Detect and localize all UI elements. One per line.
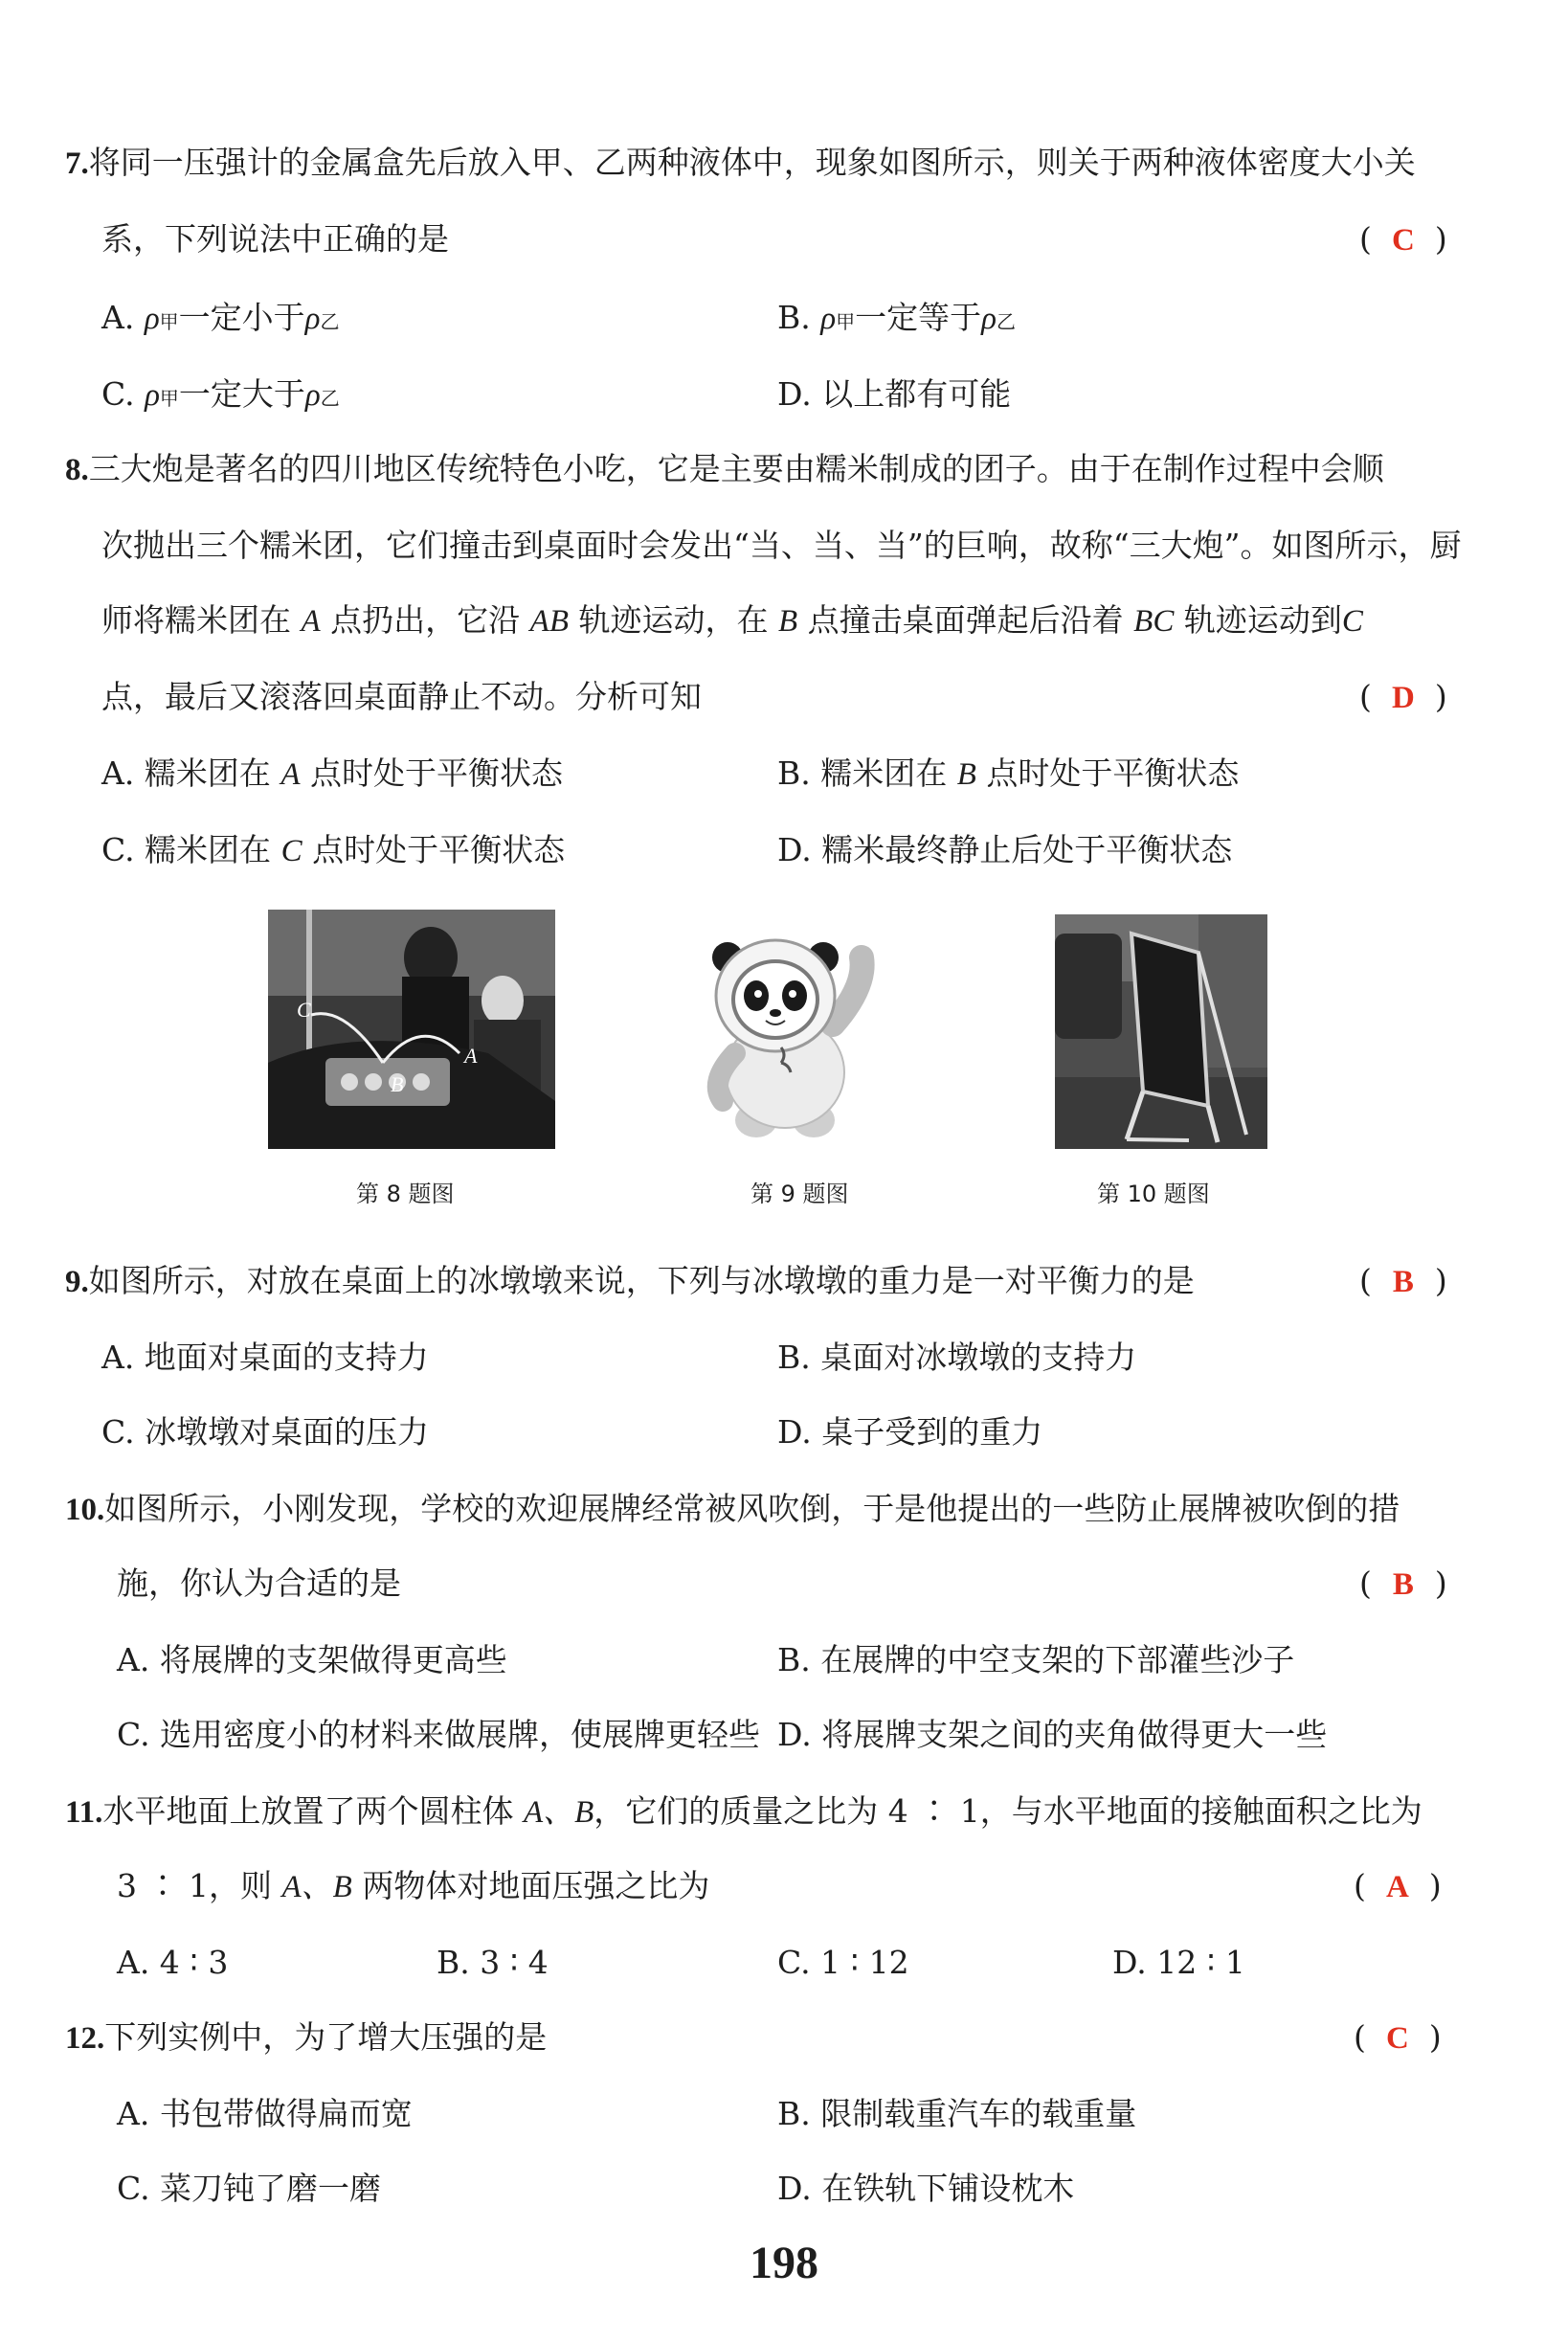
q9-option-c: C. 冰墩墩对桌面的压力 (101, 1413, 430, 1451)
q8-number: 8. (65, 453, 89, 487)
fig10-photo (1055, 914, 1267, 1149)
q7-answer-bracket: ( C ) (1359, 220, 1447, 258)
q8-option-a: A. 糯米团在 A 点时处于平衡状态 (101, 754, 563, 792)
fig9-mascot-image (689, 919, 900, 1149)
q8-stem-line1: 8.三大炮是著名的四川地区传统特色小吃，它是主要由糯米制成的团子。由于在制作过程中会顺 (65, 450, 1384, 487)
q10-option-b: B. 在展牌的中空支架的下部灌些沙子 (777, 1641, 1295, 1678)
q7-number: 7. (65, 146, 89, 181)
fig8-label-b: B (391, 1072, 404, 1096)
q9-number: 9. (65, 1265, 89, 1299)
q11-option-a: A. 4 ∶ 3 (117, 1944, 229, 1981)
q9-answer-bracket: ( B ) (1359, 1262, 1447, 1299)
q8-option-d: D. 糯米最终静止后处于平衡状态 (777, 831, 1233, 868)
fig10-caption: 第 10 题图 (1097, 1181, 1210, 1207)
q11-answer-bracket: ( A ) (1354, 1867, 1442, 1904)
q10-stem-line1: 10.如图所示，小刚发现，学校的欢迎展牌经常被风吹倒，于是他提出的一些防止展牌被吹倒的措 (65, 1490, 1400, 1527)
q8-option-c: C. 糯米团在 C 点时处于平衡状态 (101, 831, 566, 868)
q11-answer: A (1385, 1870, 1409, 1904)
q9-stem-line1: 9.如图所示，对放在桌面上的冰墩墩来说，下列与冰墩墩的重力是一对平衡力的是 (65, 1262, 1195, 1299)
q8-answer: D (1391, 681, 1415, 715)
q10-answer-bracket: ( B ) (1359, 1564, 1447, 1602)
q10-number: 10. (65, 1493, 105, 1527)
page-number: 198 (750, 2238, 818, 2288)
q11-number: 11. (65, 1795, 103, 1830)
q7-stem-text2: 系，下列说法中正确的是 (101, 220, 449, 258)
q11-stem-line2: 3 ∶ 1，则 A、B 两物体对地面压强之比为 (117, 1867, 710, 1904)
q7-stem-line1 (65, 144, 1416, 183)
q10-stem-line2: 施，你认为合适的是 (117, 1564, 401, 1602)
q12-option-c: C. 菜刀钝了磨一磨 (117, 2170, 382, 2207)
q7-option-b: B. ρ甲一定等于ρ乙 (777, 299, 1016, 336)
q12-answer: C (1385, 2021, 1409, 2056)
q7-option-d: D. 以上都有可能 (777, 375, 1012, 413)
q8-stem-line3: 师将糯米团在 A 点扔出，它沿 AB 轨迹运动，在 B 点撞击桌面弹起后沿着 BC 轨迹运动到C (101, 601, 1363, 639)
q11-option-d: D. 12 ∶ 1 (1112, 1944, 1245, 1981)
q11-option-c: C. 1 ∶ 12 (777, 1944, 909, 1981)
fig8-caption: 第 8 题图 (356, 1181, 455, 1207)
q9-option-b: B. 桌面对冰墩墩的支持力 (777, 1339, 1137, 1376)
q7-option-c: C. ρ甲一定大于ρ乙 (101, 375, 340, 413)
q8-answer-bracket: ( D ) (1359, 678, 1447, 715)
q8-stem-line4: 点，最后又滚落回桌面静止不动。分析可知 (101, 678, 702, 715)
q7-option-a: A. ρ甲一定小于ρ乙 (101, 299, 340, 336)
q9-option-a: A. 地面对桌面的支持力 (101, 1339, 429, 1376)
q8-stem-line2: 次抛出三个糯米团，它们撞击到桌面时会发出“当、当、当”的巨响，故称“三大炮”。如图所示，厨 (101, 527, 1462, 564)
fig9-caption: 第 9 题图 (750, 1181, 849, 1207)
q12-option-b: B. 限制载重汽车的载重量 (777, 2095, 1137, 2132)
q9-option-d: D. 桌子受到的重力 (777, 1413, 1043, 1451)
q9-answer: B (1392, 1265, 1414, 1299)
fig8-photo (268, 910, 555, 1149)
q7-stem-line2 (101, 220, 449, 259)
q12-option-a: A. 书包带做得扁而宽 (117, 2095, 413, 2132)
q12-option-d: D. 在铁轨下铺设枕木 (777, 2170, 1075, 2207)
q10-option-d: D. 将展牌支架之间的夹角做得更大一些 (777, 1716, 1328, 1753)
fig8-label-a: A (464, 1044, 478, 1068)
q12-answer-bracket: ( C ) (1354, 2018, 1442, 2056)
q10-answer: B (1392, 1567, 1414, 1602)
q10-option-a: A. 将展牌的支架做得更高些 (117, 1641, 507, 1678)
q11-stem-line1: 11.水平地面上放置了两个圆柱体 A、B，它们的质量之比为 4 ∶ 1，与水平地面的接触面积之比为 (65, 1792, 1422, 1830)
q7-stem-text1: 将同一压强计的金属盒先后放入甲、乙两种液体中，现象如图所示，则关于两种液体密度大小关 (88, 144, 1416, 181)
q12-stem-line1: 12.下列实例中，为了增大压强的是 (65, 2018, 548, 2056)
q7-answer: C (1391, 223, 1415, 258)
q11-option-b: B. 3 ∶ 4 (437, 1944, 549, 1981)
fig8-label-c: C (297, 998, 311, 1022)
q8-option-b: B. 糯米团在 B 点时处于平衡状态 (777, 754, 1240, 792)
q10-option-c: C. 选用密度小的材料来做展牌，使展牌更轻些 (117, 1716, 761, 1753)
q12-number: 12. (65, 2021, 105, 2056)
